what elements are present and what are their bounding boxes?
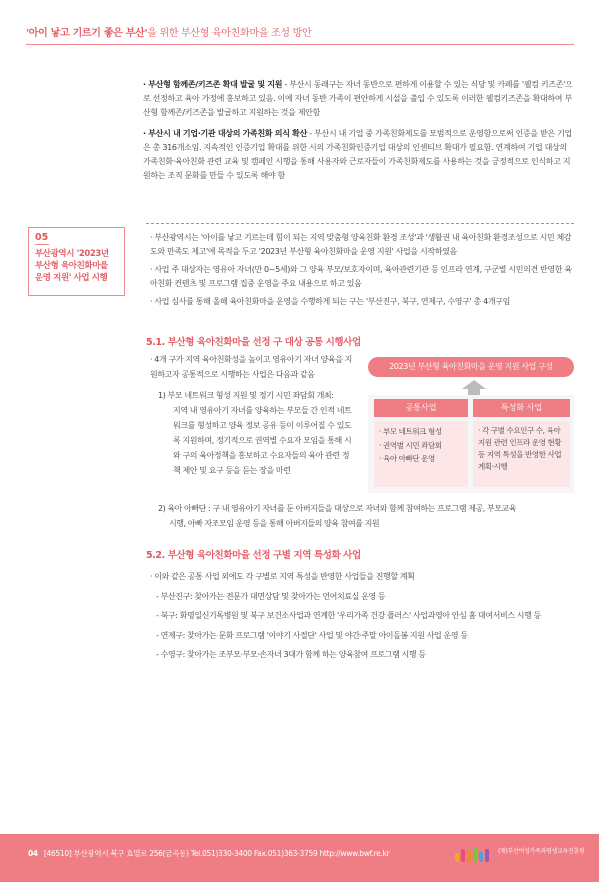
diagram-special-text: · 각 구별 수요인구 수, 육아 지원 관련 인프라 운영 현황 등 지역 특성을 반영한 사업 계획·시행 [473, 421, 570, 487]
title-rest: 을 위한 부산형 육아친화마을 조성 방안 [147, 28, 312, 39]
common-intro: · 4개 구가 지역 육아친화성을 높이고 영유아기 자녀 양육을 지원하고자 공통적으로 시행하는 사업은 다음과 같음 [150, 355, 352, 379]
common-item-2 [158, 502, 576, 532]
org-logo-icon [455, 846, 489, 862]
program-paragraph-3: · 사업 심사를 통해 올해 육아친화마을 운영을 수행하게 되는 구는 '부산진구, 북구, 연제구, 수영구' 총 4개구임 [150, 296, 510, 306]
org-name: (재)부산여성가족과평생교육진흥원 [498, 848, 585, 855]
proposal-2-text: - 부산시 내 기업 중 가족친화제도를 모범적으로 운영함으로써 인증을 받은 기업은 총 316개소임. 지속적인 인증기업 확대를 위한 시의 가족친화인증기업 대상의 인센티브 확대가 필요함. 연계하여 기업 대상의 가족친화·육아친화 관련 교육 및 캠페인 시행을 통해 사용자와 근로자들이 가족친화제도를 사용하는 것을 긍정적으로 인식하고 지원하는 조직 문화를 만들 수 있도록 해야 함 [143, 128, 572, 181]
logo-bar [455, 853, 459, 862]
common-item-2-body: 시행, 아빠 자조모임 운영 등을 통해 아버지들의 양육 참여를 지원 [169, 518, 380, 528]
logo-bar [467, 851, 471, 862]
footer-address: [46510] 부산광역시 북구 효열로 256(금곡동) Tel.051)330-3400 Fax.051)363-3759 http://www.bwf.re.kr [43, 849, 390, 858]
proposal-2-title: · 부산시 내 기업·기관 대상의 가족친화 의식 확산 [143, 128, 308, 138]
diagram-common-item: · 부모 네트워크 형성 [379, 427, 442, 436]
heading-5-1: 5.1. 부산형 육아친화마을 선정 구 대상 공통 시행사업 [146, 337, 361, 348]
proposal-1 [143, 78, 575, 121]
diagram-special-head: 특성화 사업 [473, 399, 570, 417]
common-projects-text [150, 352, 355, 478]
logo-bar [461, 849, 465, 862]
common-item-1-head: 1) 부모 네트워크 형성 지원 및 정기 시민 좌담회 개최: [158, 391, 334, 400]
section-busan-program [150, 231, 575, 312]
common-item-2-head: 2) 육아 아빠단 : 구 내 영유아기 자녀를 둔 아버지들을 대상으로 자녀와 함께 참여하는 프로그램 제공, 부모교육 [158, 504, 517, 513]
logo-bar [473, 847, 477, 862]
district-item-buk: - 북구: 화명일신기독병원 및 북구 보건소사업과 연계한 '우리가족 건강 플러스' 사업과영아 안심 홈 대여서비스 시행 등 [156, 611, 541, 621]
side-label: 부산광역시 '2023년 부산형 육아친화마을 운영 지원' 사업 시행 [35, 249, 109, 283]
section-divider [146, 223, 574, 224]
district-item-busanjin: - 부산진구: 찾아가는 전문가 대면상담 및 찾아가는 언어치료실 운영 등 [156, 591, 386, 601]
diagram-common-item: · 육아 아빠단 운영 [379, 454, 435, 463]
proposal-2 [143, 127, 575, 184]
side-number: 05 [35, 232, 49, 243]
diagram-common-list [374, 421, 468, 487]
footer-info [28, 848, 389, 859]
proposal-1-text: - 부산시 동래구는 자녀 동반으로 편하게 이용할 수 있는 식당 및 카페를 '웰컴 키즈존'으로 선정하고 육아 가정에 홍보하고 있음. 이에 자녀 동반 가족이 편안하게 시설을 출입 수 있도록 이러한 웰컴키즈존을 확대하여 부산형 함께존/키즈존을 발굴하고 지원하는 것을 제안함 [143, 80, 573, 118]
diagram-arrow-icon [462, 380, 486, 389]
district-item-yeonje: - 연제구: 찾아가는 문화 프로그램 '이야기 사절단' 사업 및 야간·주말 아이돌봄 지원 사업 운영 등 [156, 630, 468, 640]
common-item-1-body: 지역 내 영유아기 자녀를 양육하는 부모들 간 인적 네트워크를 형성하고 양육 정보 공유 등이 이루어질 수 있도록 지원하며, 정기적으로 권역별 수요자 모임을 통해 시와 구의 육아정책을 홍보하고 수요자들의 육아 관련 정책 제안 및 요구 등을 듣는 장을 마련 [173, 406, 352, 475]
title-divider [26, 44, 574, 45]
district-item-suyeong: - 수영구: 찾아가는 조부모·부모·손자녀 3대가 함께 하는 양육참여 프로그램 시행 등 [156, 650, 426, 660]
page-number: 04 [28, 849, 38, 858]
heading-5-2: 5.2. 부산형 육아친화마을 선정 구별 지역 특성화 사업 [146, 550, 361, 561]
diagram-title: 2023년 부산형 육아친화마을 운영 지원 사업 구성 [368, 357, 574, 377]
program-paragraph-2: · 사업 주 대상자는 영유아 자녀(만 0~5세)와 그 양육 부모/보호자이며, 육아관련기관 등 인프라 연계, 구군별 시민의견 반영한 육아친화 컨텐츠 및 프로그램 집중 운영을 주요 내용으로 하고 있음 [150, 264, 572, 289]
diagram-common-head: 공통사업 [374, 399, 468, 417]
district-projects [150, 567, 575, 665]
page-title [26, 24, 311, 39]
program-paragraph-1: · 부산광역시는 '아이를 낳고 기르는데 힘이 되는 지역 맞춤형 양육친화 환경 조성'과 '생활권 내 육아친화 환경조성으로 시민 체감도와 만족도 제고'에 목적을 두고 '2023년 부산형 육아친화마을 운영 지원' 사업을 시작하였음 [150, 233, 572, 257]
side-callout [28, 227, 125, 296]
diagram-common-item: · 권역별 시민 좌담회 [379, 440, 442, 450]
district-intro: · 이와 같은 공통 사업 외에도 각 구별로 지역 특성을 반영한 사업들을 진행할 계획 [150, 572, 415, 581]
title-quote: '아이 낳고 기르기 좋은 부산' [26, 28, 148, 39]
common-item-1 [150, 388, 355, 478]
proposal-1-title: · 부산형 함께존/키즈존 확대 발굴 및 지원 [143, 80, 283, 89]
logo-bar [485, 849, 489, 862]
section-proposals [143, 78, 575, 189]
logo-bar [479, 852, 483, 862]
